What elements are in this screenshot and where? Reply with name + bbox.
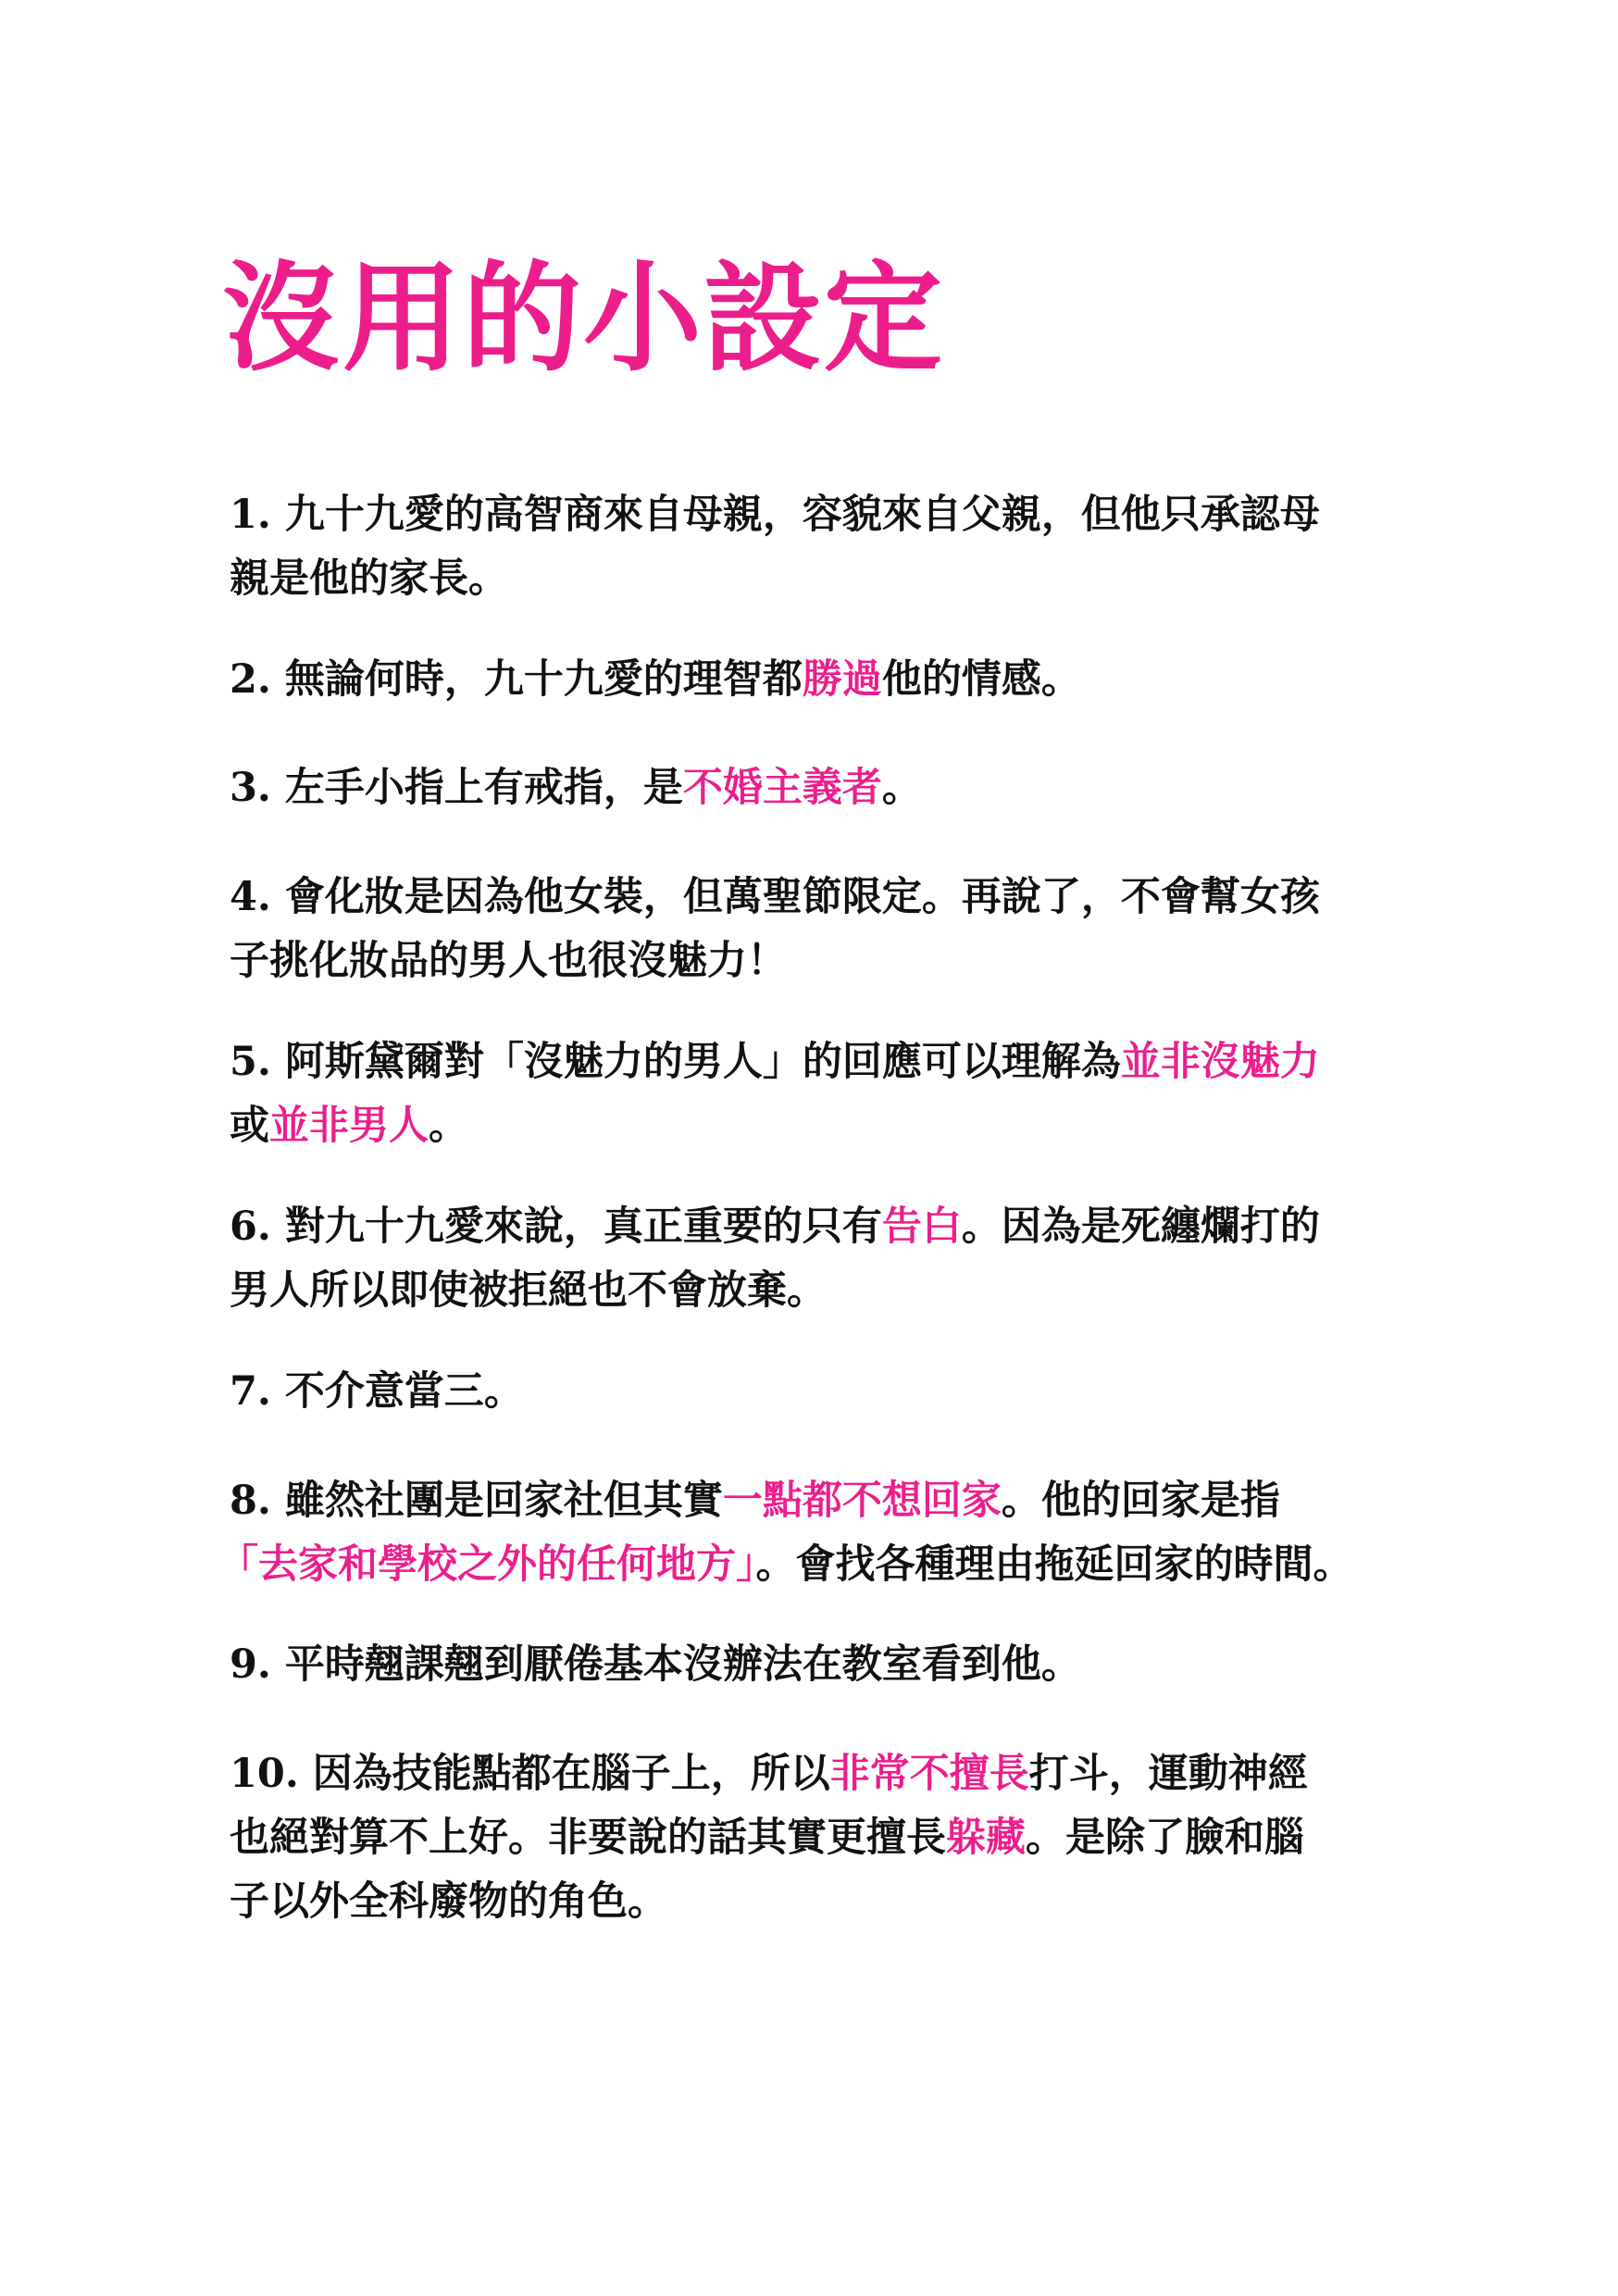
item-text: 7. 不介意當三。 — [230, 1368, 524, 1415]
item-line — [230, 1870, 1433, 1934]
item-text: 。 — [429, 1103, 468, 1149]
item-text: 2. 無論何時，九十九愛的理智都 — [230, 656, 803, 703]
item-text: 9. 平時翹課翹到厭倦基本沒辦法在教室看到他。 — [230, 1641, 1081, 1688]
item-line — [230, 1806, 1433, 1870]
item-line — [230, 648, 1433, 712]
setting-item-1 — [230, 483, 1433, 611]
setting-item-8 — [218, 1469, 1433, 1597]
item-text: 親是他的家長。 — [230, 555, 508, 602]
item-line — [218, 1533, 1433, 1597]
item-text: 5. 阿斯黛爾對「沒魅力的男人」的回應可以理解為 — [230, 1039, 1121, 1085]
item-line — [230, 1469, 1433, 1533]
setting-item-10 — [230, 1742, 1433, 1934]
item-line — [230, 483, 1433, 547]
item-line — [230, 1259, 1433, 1323]
item-line — [230, 1195, 1433, 1259]
item-text: 。是除了臉和腦 — [1026, 1815, 1304, 1861]
item-text: 8. 雖然社團是回家社但其實 — [230, 1478, 723, 1524]
item-text: 10. 因為技能點都在腦子上，所以 — [230, 1751, 830, 1797]
setting-item-2 — [230, 648, 1433, 712]
setting-item-9 — [230, 1633, 1433, 1697]
item-text: 他的情感。 — [881, 656, 1081, 703]
item-text: 6. 對九十九愛來說，真正重要的只有 — [230, 1204, 882, 1250]
item-line — [230, 1742, 1433, 1806]
setting-item-6 — [230, 1195, 1433, 1323]
setting-item-3 — [230, 756, 1433, 820]
setting-item-7 — [230, 1360, 1433, 1424]
page-title: 沒用的小設定 — [222, 249, 945, 388]
item-text: 4. 會化妝是因為他女裝，但萬聖節限定。再說了，不會幫女孩 — [230, 874, 1320, 920]
highlight-text: 告白 — [881, 1204, 962, 1250]
item-line — [230, 930, 1433, 993]
highlight-text: 一點都不想回家 — [722, 1478, 1002, 1524]
item-line — [230, 1360, 1433, 1424]
highlight-text: 並非沒魅力 — [1120, 1039, 1320, 1085]
item-text: 或 — [230, 1103, 269, 1149]
setting-item-5 — [230, 1030, 1433, 1158]
highlight-text: 不婚主義者 — [682, 765, 882, 811]
item-text: 。因為是死纏爛打的 — [961, 1204, 1320, 1250]
highlight-text: 躲藏 — [946, 1815, 1026, 1861]
item-text: 也絕對算不上好。非要說的話其實更擅長 — [230, 1815, 946, 1861]
item-text: 子挑化妝品的男人也很沒魅力！ — [230, 938, 787, 984]
item-text: 3. 左手小指上有戒指，是 — [230, 765, 683, 811]
highlight-text: 勝過 — [802, 656, 882, 703]
setting-item-4 — [230, 866, 1433, 993]
item-text: 。會找各種理由拖延回家的時間。 — [755, 1541, 1353, 1588]
item-text: 1. 九十九愛的高智商來自母親，容貌來自父親，但他只承認母 — [230, 492, 1320, 538]
highlight-text: 「去家和學校之外的任何地方」 — [218, 1541, 756, 1588]
item-text: 。 — [881, 765, 922, 811]
item-text: 男人所以即使被拒絕也不會放棄。 — [230, 1267, 827, 1314]
item-line — [230, 866, 1433, 930]
item-line — [230, 756, 1433, 820]
item-line — [230, 1094, 1433, 1158]
item-text: 。他的回家是指 — [1001, 1478, 1280, 1524]
item-text: 打斗，運動神經 — [1028, 1751, 1308, 1797]
item-text: 子以外全科廢物的角色。 — [230, 1878, 667, 1925]
item-line — [230, 1633, 1433, 1697]
highlight-text: 並非男人 — [269, 1103, 429, 1149]
item-line — [230, 547, 1433, 611]
item-line — [230, 1030, 1433, 1094]
highlight-text: 非常不擅長 — [829, 1751, 1029, 1797]
